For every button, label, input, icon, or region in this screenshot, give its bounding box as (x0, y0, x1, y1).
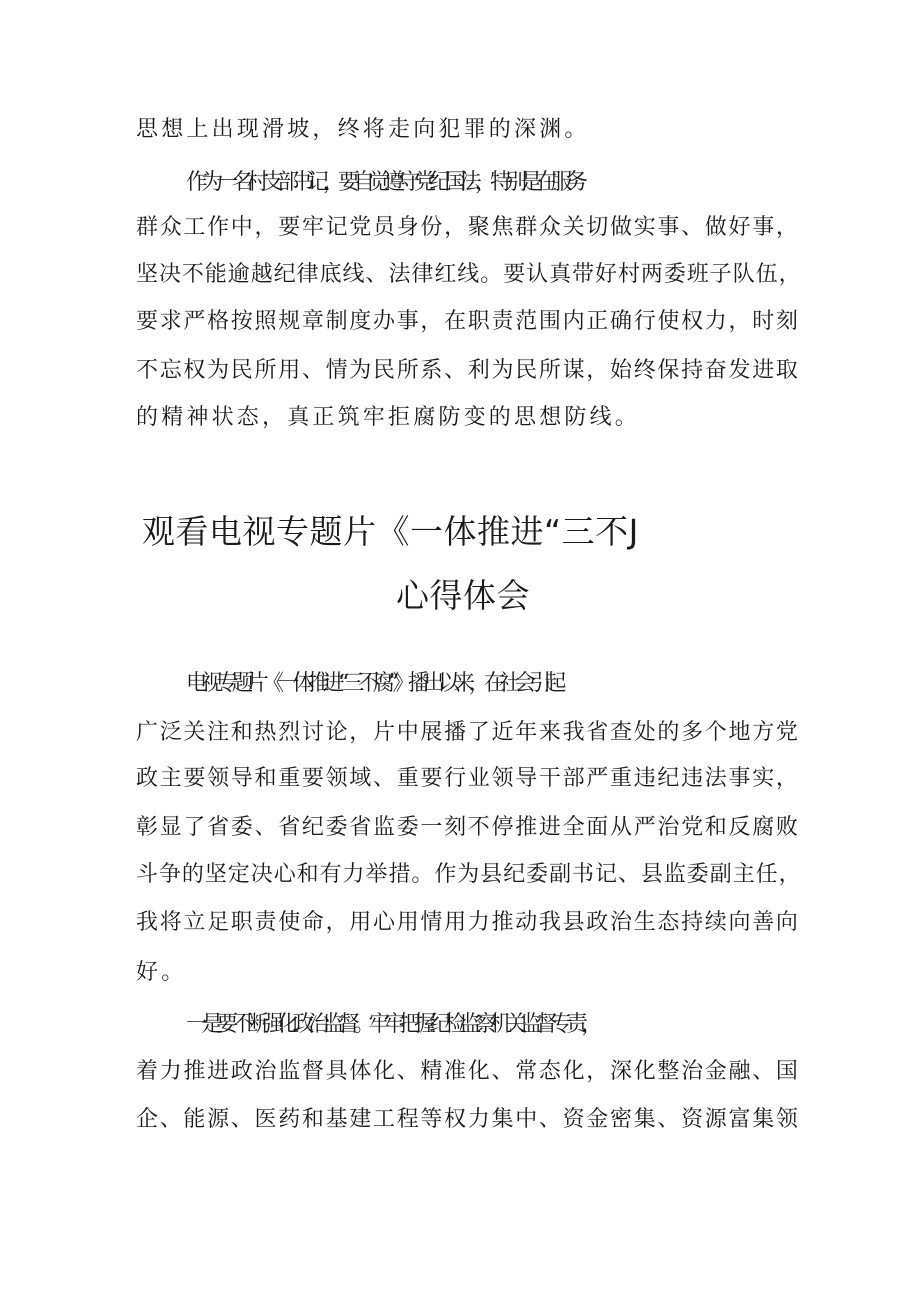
paragraph-line: 着力推进政治监督具体化、精准化、常态化，深化整治金融、国 (136, 1059, 800, 1084)
document-title: 观看电视专题片《一体推进“三不J (142, 512, 639, 551)
paragraph-line: 坚决不能逾越纪律底线、法律红线。要认真带好村两委班子队伍， (136, 262, 802, 287)
paragraph-line: 好。 (136, 960, 187, 985)
paragraph-line: 政主要领导和重要领域、重要行业领导干部严重违纪违法事实， (136, 766, 800, 791)
paragraph-line: 电视专题片《一体推进“三不腐”》播出以来，在社会引起 (186, 671, 560, 696)
paragraph-line: 彰显了省委、省纪委省监委一刻不停推进全面从严治党和反腐败 (136, 815, 800, 840)
paragraph-line: 广泛关注和热烈讨论，片中展播了近年来我省查处的多个地方党 (136, 720, 800, 745)
paragraph-line: 的精神状态，真正筑牢拒腐防变的思想防线。 (136, 405, 641, 430)
paragraph-line: 思想上出现滑坡，终将走向犯罪的深渊。 (136, 117, 590, 142)
paragraph-line: 要求严格按照规章制度办事，在职责范围内正确行使权力，时刻 (136, 309, 800, 334)
paragraph-line: 我将立足职责使命，用心用情用力推动我县政治生态持续向善向 (136, 910, 800, 935)
paragraph-line: 群众工作中，要牢记党员身份，聚焦群众关切做实事、做好事， (136, 215, 800, 240)
paragraph-line: 一是要不断强化政治监督。牢牢把握纪检监察机关监督专责， (186, 1012, 597, 1037)
paragraph-line: 作为一名村支部书记，要自觉遵守党纪国法，特别是在服务 (186, 170, 582, 195)
paragraph-line: 不忘权为民所用、情为民所系、利为民所谋，始终保持奋发进取 (136, 358, 800, 383)
document-title-line2: 心得体会 (396, 576, 530, 615)
paragraph-line: 企、能源、医药和基建工程等权力集中、资金密集、资源富集领 (136, 1107, 800, 1132)
paragraph-line: 斗争的坚定决心和有力举措。作为县纪委副书记、县监委副主任， (136, 862, 802, 887)
